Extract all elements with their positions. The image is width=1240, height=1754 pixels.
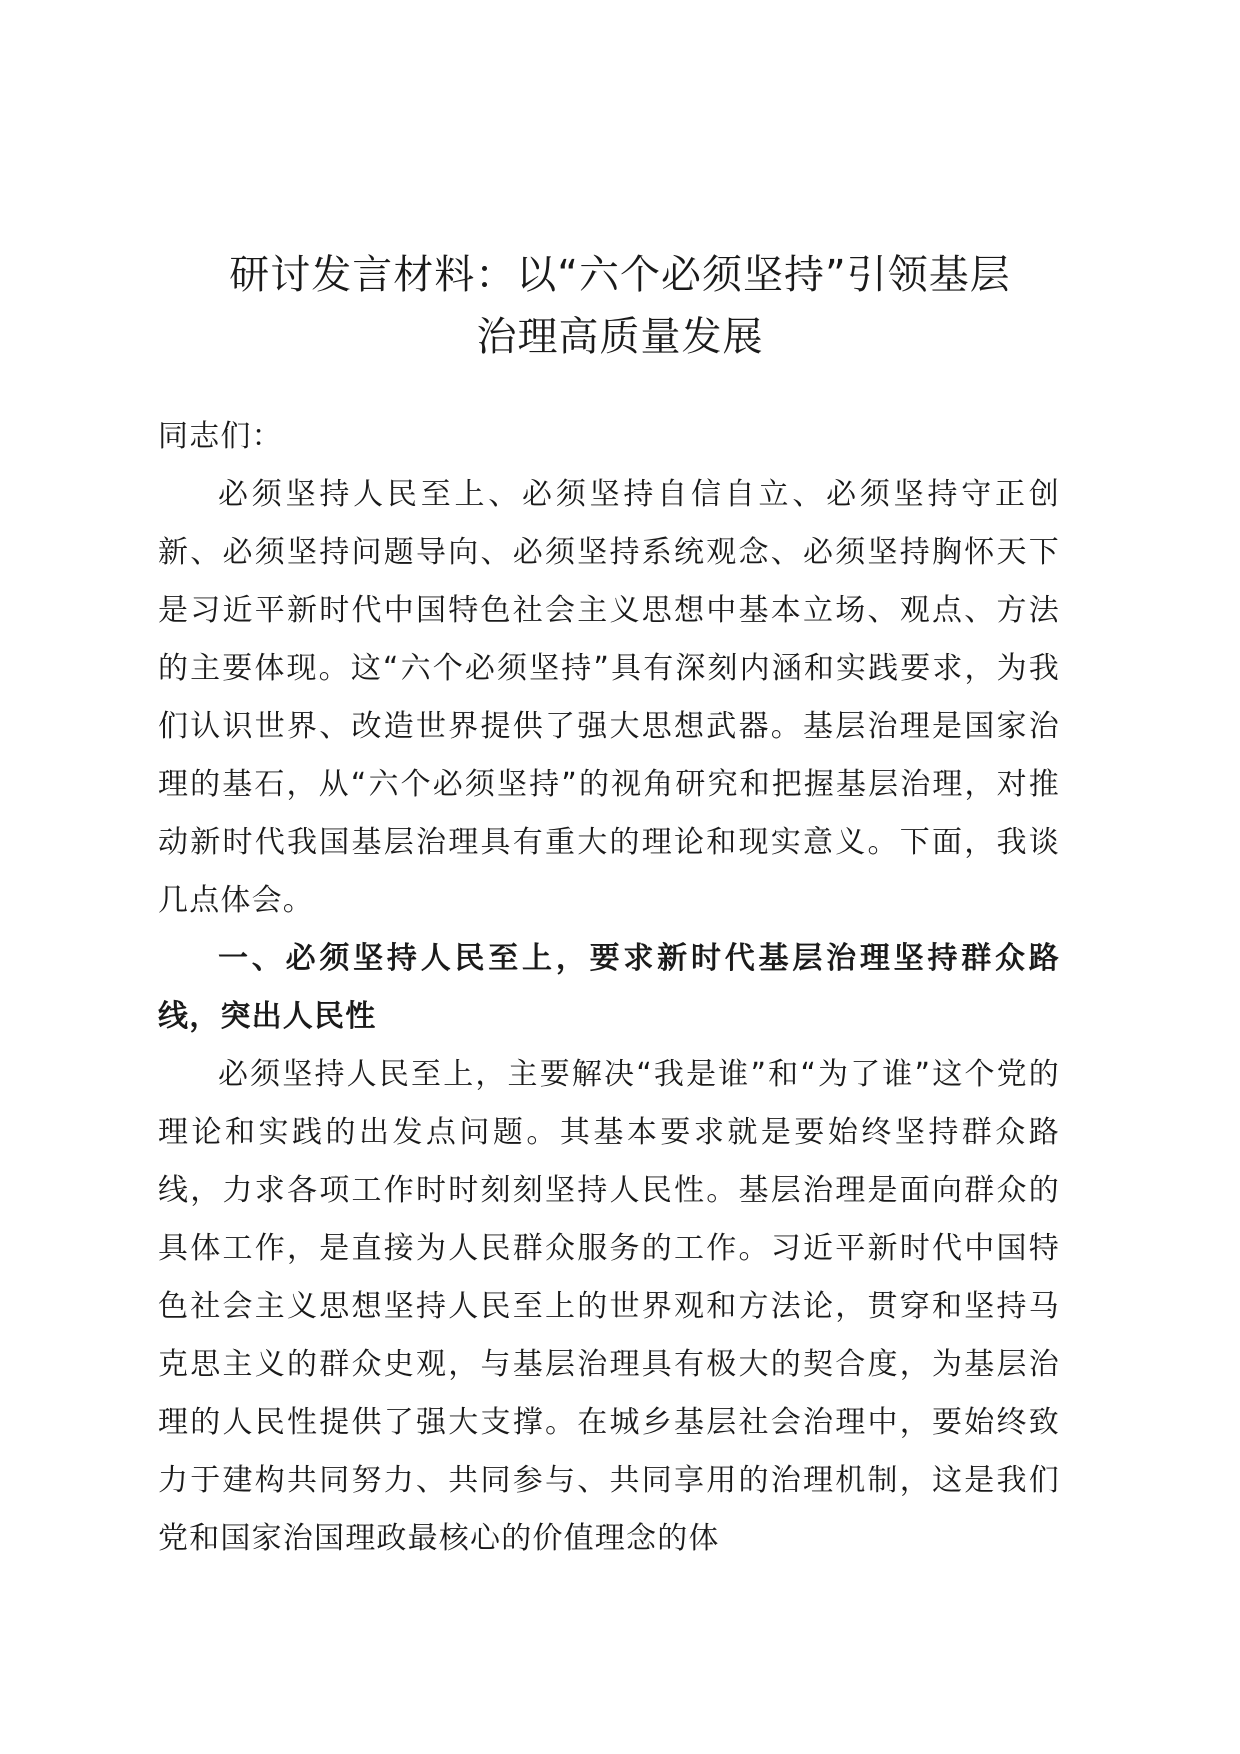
document-title [140,244,1100,368]
document-body [158,408,1060,1568]
title-line-2: 治理高质量发展 [476,314,764,360]
salutation: 同志们： [158,419,283,454]
section-heading-1: 一、必须坚持人民至上，要求新时代基层治理坚持群众路线，突出人民性 [158,941,1060,1034]
paragraph-section-1: 必须坚持人民至上，主要解决“我是谁”和“为了谁”这个党的理论和实践的出发点问题。其基本要求就是要始终坚持群众路线，力求各项工作时时刻刻坚持人民性。基层治理是面向群众的具体工作，是直接为人民群众服务的工作。习近平新时代中国特色社会主义思想坚持人民至上的世界观和方法论，贯穿和坚持马克思主义的群众史观，与基层治理具有极大的契合度，为基层治理的人民性提供了强大支撑。在城乡基层社会治理中，要始终致力于建构共同努力、共同参与、共同享用的治理机制，这是我们党和国家治国理政最核心的价值理念的体 [158,1057,1060,1556]
paragraph-intro: 必须坚持人民至上、必须坚持自信自立、必须坚持守正创新、必须坚持问题导向、必须坚持系统观念、必须坚持胸怀天下是习近平新时代中国特色社会主义思想中基本立场、观点、方法的主要体现。这“六个必须坚持”具有深刻内涵和实践要求，为我们认识世界、改造世界提供了强大思想武器。基层治理是国家治理的基石，从“六个必须坚持”的视角研究和把握基层治理，对推动新时代我国基层治理具有重大的理论和现实意义。下面，我谈几点体会。 [158,477,1060,918]
title-line-1: 研讨发言材料：以“六个必须坚持”引领基层 [229,252,1011,298]
